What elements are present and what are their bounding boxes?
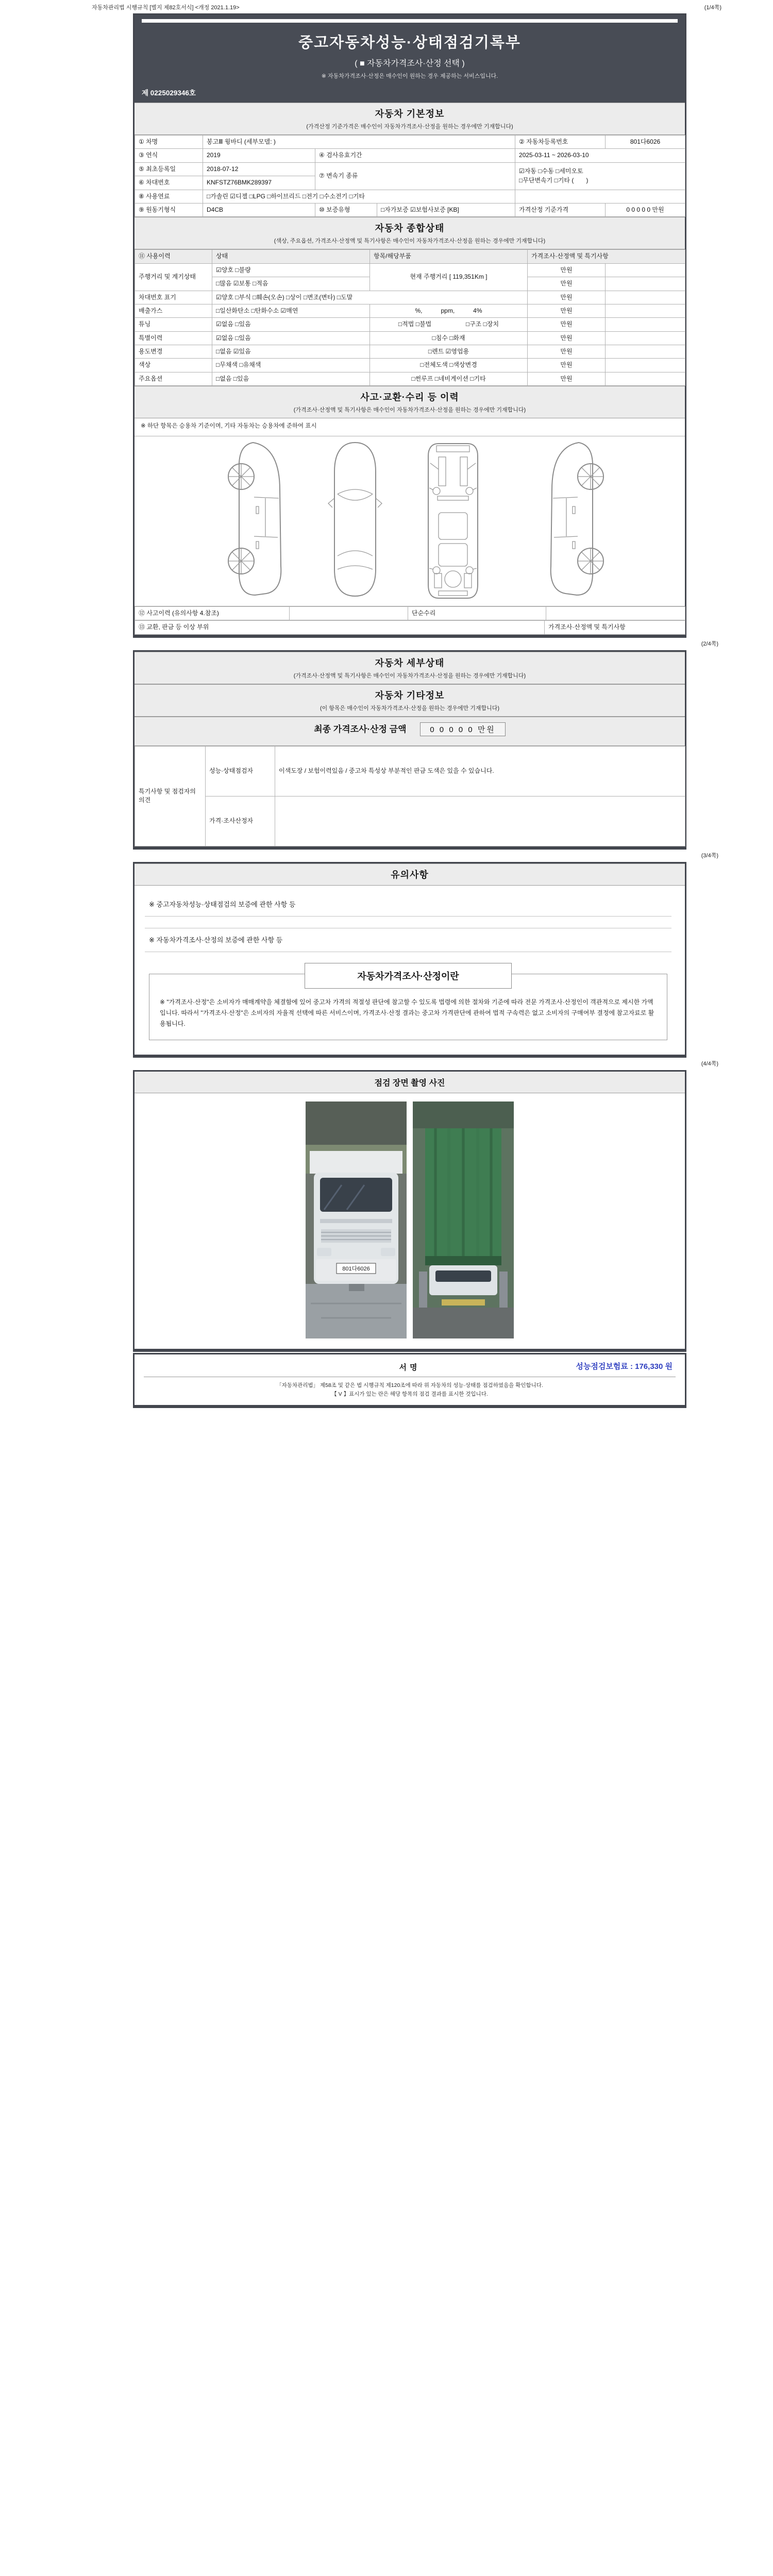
summary-note-blank [606,291,685,304]
notice-body [135,886,685,1055]
notice-header [135,863,685,886]
summary-header-cell: 가격조사·산정액 및 특기사항 [528,250,685,263]
checkbox-option[interactable]: □도말 [337,293,353,301]
checkbox-option[interactable]: □있음 [235,320,251,328]
signature-notes [144,1381,676,1399]
opinion-row1-text: 이색도장 / 보험이력있음 / 중고차 특성상 부분적인 판금 도색은 있을 수 있습니다. [275,746,685,796]
model-year-value: 2019 [203,149,315,162]
engine-type-value: D4CB [203,203,315,216]
notice-title: 유의사항 [391,869,429,880]
checkbox-option[interactable]: □네비게이션 [434,375,468,382]
summary-row-label: 차대번호 표기 [135,291,212,304]
summary-price: 만원 [528,291,606,304]
signature-box [133,1353,686,1409]
overall-condition-table [135,249,685,386]
summary-status [212,318,370,331]
price-survey-select: ( ■ 자동차가격조사·산정 선택 ) [355,59,465,68]
summary-subtitle: (색상, 주요옵션, 가격조사·산정액 및 특기사항은 매수인이 자동차가격조사·산정을 원하는 경우에만 기재합니다) [274,238,546,245]
diagram-underbody-view [428,444,478,598]
inspection-insurance-fee: 성능점검보험료 : 176,330 원 [576,1362,673,1371]
diagram-top-view [328,443,382,596]
page2-box [133,650,686,850]
accident-history-row [135,606,685,620]
checkbox-option[interactable]: □장치 [483,320,499,328]
exchange-price-header: 가격조사·산정액 및 특기사항 [545,621,685,634]
checkbox-option[interactable]: □훼손(오손) [253,293,284,301]
text-token: [KB] [447,206,459,213]
checkbox-option[interactable]: ☑보험사보증 [410,206,446,213]
summary-header-cell: 상태 [212,250,370,263]
reg-no-value: 801다6026 [606,135,685,149]
detail-subtitle: (가격조사·산정액 및 특기사항은 매수인이 자동차가격조사·산정을 원하는 경우에만 기재합니다) [293,672,526,679]
checkbox-option[interactable]: □침수 [432,334,448,342]
photos-title: 점검 장면 촬영 사진 [135,1072,685,1093]
signature-row [144,1360,676,1377]
checkbox-option[interactable]: □LPG [249,192,265,200]
summary-row-label: 주요옵션 [135,372,212,385]
checkbox-option[interactable]: □기타 [554,176,570,184]
inspection-period-value: 2025-03-11 ~ 2026-03-10 [515,149,685,162]
summary-row [135,318,685,331]
etc-section-header [135,684,685,717]
car-diagram-svg [135,438,685,601]
form-regulation-note: 자동차관리법 시행규칙 [별지 제82호서식] <개정 2021.1.19> [92,5,240,11]
summary-price: 만원 [528,263,606,277]
summary-status [212,359,370,372]
engine-type-label: ⑨ 원동기형식 [135,203,203,216]
price-survey-definition-title: 자동차가격조사·산정이란 [305,963,512,989]
final-price-amount: 0 0 0 0 0 만원 [420,722,506,736]
title-header [135,15,685,103]
checkbox-option[interactable]: □없음 [216,348,232,355]
summary-item: %, ppm, 4% [370,304,528,317]
summary-header-cell: 항목/해당부품 [370,250,528,263]
transmission-options-line2 [519,176,681,185]
summary-status [212,331,370,345]
checkbox-option[interactable]: □탄화수소 [251,307,279,314]
document-body [133,13,718,1408]
car-name-label: ① 차명 [135,135,203,149]
summary-row [135,291,685,304]
price-survey-definition-text: ※ "가격조사·산정"은 소비자가 매매계약을 체결함에 있어 중고차 가격의 적절성 판단에 참고할 수 있도록 법령에 의한 절차와 기준에 따라 전문 가격조사·산정인이 객관적으로 제시한 가액입니다. 따라서 "가격조사·산정"은 소비자의 자율적 선택에 따른 서비스이며, 가격조사·산정 결과는 중고차 가격판단에 관하여 법적 구속력은 없고 소비자의 구매여부 결정에 참고자료로 활용됩니다. [160,998,654,1027]
summary-row-label: 특별이력 [135,331,212,345]
photo-license-plate: 801다6026 [342,1265,370,1272]
summary-status [212,263,370,277]
checkbox-option[interactable]: ☑매연 [280,307,298,314]
checkbox-option[interactable]: ☑있음 [233,348,251,355]
checkbox-option[interactable]: □전기 [302,192,318,200]
fuel-label: ⑧ 사용연료 [135,190,203,203]
vin-label: ⑥ 차대번호 [135,176,203,190]
accident-legend [135,418,685,436]
price-survey-definition-box [149,971,667,1040]
inspection-period-label: ④ 검사유효기간 [315,149,515,162]
detail-title: 자동차 세부상태 [375,657,445,668]
accident-note2: ※ 하단 항목은 승용차 기준이며, 기타 자동차는 승용차에 준하여 표시 [141,423,317,430]
summary-title: 자동차 종합상태 [375,223,445,234]
text-token [433,320,464,328]
checkbox-option[interactable]: □썬루프 [411,375,433,382]
basic-info-section-header [135,103,685,135]
checkbox-option[interactable]: □가솔린 [207,192,229,200]
checkbox-option[interactable]: □불량 [235,266,251,274]
page-indicator-2: (2/4쪽) [701,640,718,647]
summary-note-blank [606,331,685,345]
checkbox-option[interactable]: □전체도색 [420,361,448,369]
basic-info-table [135,135,685,217]
transmission-options [515,162,685,190]
checkbox-option[interactable]: □자가보증 [381,206,409,213]
accident-subtitle: (가격조사·산정액 및 특기사항은 매수인이 자동차가격조사·산정을 원하는 경우에만 기재합니다) [293,407,526,414]
detail-section-header [135,652,685,684]
checkbox-option[interactable]: □수소전기 [320,192,348,200]
summary-row [135,331,685,345]
notice-sec1-head: ※ 중고자동차성능·상태점검의 보증에 관한 사항 등 [145,893,671,917]
opinion-label: 특기사항 및 점검자의 의견 [135,746,206,846]
fuel-options [203,190,515,203]
checkbox-option[interactable]: □일산화탄소 [216,307,250,314]
summary-price: 만원 [528,372,606,385]
first-reg-label: ⑤ 최초등록일 [135,162,203,176]
etc-title: 자동차 기타정보 [375,690,445,701]
checkbox-option[interactable]: □기타 [349,192,365,200]
inspector-opinion-table [135,746,685,846]
first-reg-value: 2018-07-12 [203,162,315,176]
car-name-value: 봉고Ⅲ 윙바디 (세부모델: ) [203,135,515,149]
summary-section-header [135,217,685,249]
checkbox-option[interactable]: ☑보통 [233,280,251,287]
warranty-type-label: ⑩ 보증유형 [315,203,377,216]
summary-price: 만원 [528,359,606,372]
checkbox-option[interactable]: □적법 [398,320,414,328]
checkbox-option[interactable]: □세미오토 [556,167,583,175]
summary-item: 현재 주행거리 [ 119,351Km ] [370,263,528,291]
summary-note-blank [606,318,685,331]
vin-value: KNFSTZ76BMK289397 [203,176,315,190]
summary-note-blank [606,359,685,372]
summary-row [135,263,685,277]
checkbox-option[interactable]: □있음 [235,334,251,342]
checkbox-option[interactable]: □많음 [216,280,232,287]
exchange-parts-label: ⑬ 교환, 판금 등 이상 부위 [135,621,545,634]
accident-history-label: ⑫ 사고이력 (유의사항 4.참조) [135,606,290,620]
base-price-value: 0 0 0 0 0 만원 [606,203,685,216]
opinion-row2-who: 가격·조사산정자 [206,796,275,846]
notice-sec2-head: ※ 자동차가격조사·산정의 보증에 관한 사항 등 [145,928,671,952]
checkbox-option[interactable]: □렌트 [428,348,444,355]
checkbox-option[interactable]: □적음 [253,280,268,287]
checkbox-option[interactable]: □무채색 [216,361,238,369]
accident-history-status [290,606,408,620]
diagram-right-side-view [551,443,603,595]
summary-item [370,318,528,331]
summary-status [212,304,370,317]
car-damage-diagram [135,436,685,606]
form-note-line [92,3,721,11]
base-price-label: 가격산정 기준가격 [515,203,606,216]
summary-note-blank [606,345,685,359]
checkbox-option[interactable]: □화재 [449,334,465,342]
signature-note1: 「자동차관리법」 제58조 및 같은 법 시행규칙 제120조에 따라 위 자동차의 성능·상태를 점검하였음을 확인합니다. [276,1382,543,1388]
price-survey-note: ※ 자동차가격조사·산정은 매수인이 원하는 경우 제공하는 서비스입니다. [321,73,498,79]
header-stripe [142,19,678,23]
checkbox-option[interactable]: ☑영업용 [445,348,469,355]
checkbox-option[interactable]: ☑자동 [519,167,536,175]
summary-price: 만원 [528,345,606,359]
notice-box [133,862,686,1058]
summary-row-label: 배출가스 [135,304,212,317]
summary-row-label: 튜닝 [135,318,212,331]
basic-info-title: 자동차 기본정보 [375,109,445,119]
summary-note-blank [606,304,685,317]
accident-section-header [135,386,685,418]
summary-header-row [135,250,685,263]
summary-row [135,304,685,317]
checkbox-option[interactable]: □하이브리드 [267,192,301,200]
checkbox-option[interactable]: ☑양호 [216,293,233,301]
checkbox-option[interactable]: ☑없음 [216,320,233,328]
transmission-options-line1 [519,167,681,176]
summary-note-blank [606,372,685,385]
checkbox-option[interactable]: □없음 [216,375,232,382]
page1-box [133,13,686,638]
checkbox-option[interactable]: ☑없음 [216,334,233,342]
summary-item [370,345,528,359]
photos-box [133,1070,686,1352]
summary-note-blank [606,277,685,291]
summary-item [370,372,528,385]
summary-status [212,277,370,291]
summary-header-cell: ⑪ 사용이력 [135,250,212,263]
checkbox-option[interactable]: ☑양호 [216,266,233,274]
summary-row-label: 용도변경 [135,345,212,359]
accident-title: 사고·교환·수리 등 이력 [360,392,459,403]
transmission-label: ⑦ 변속기 종류 [315,162,515,190]
checkbox-option[interactable]: □상이 [286,293,302,301]
summary-price: 만원 [528,331,606,345]
checkbox-option[interactable]: □수동 [538,167,554,175]
summary-item [370,331,528,345]
text-token: ( ) [572,176,589,184]
warranty-options [377,203,515,216]
photo-front-view [306,1101,407,1338]
summary-status [212,291,528,304]
document-number: 제 0225029346호 [142,89,196,97]
checkbox-option[interactable]: □변조(변타) [303,293,335,301]
final-price-block [135,717,685,746]
checkbox-option[interactable]: □부식 [235,293,251,301]
diagram-left-side-view [228,443,281,595]
fuel-empty-cell [515,190,685,203]
page-indicator-4: (4/4쪽) [701,1060,718,1067]
summary-row [135,359,685,372]
simple-repair-label: 단순수리 [408,606,546,620]
final-price-label: 최종 가격조사·산정 금액 [314,724,407,734]
basic-info-subtitle: (가격산정 기준가격은 매수인이 자동차가격조사·산정을 원하는 경우에만 기재합니다) [306,124,513,130]
simple-repair-status [546,606,685,620]
signature-note2: 【 V 】표시가 있는 란은 해당 항목의 점검 결과를 표시한 것입니다. [331,1391,488,1397]
checkbox-option[interactable]: □구조 [465,320,482,328]
summary-row [135,345,685,359]
summary-status [212,372,370,385]
summary-row-label: 주행거리 및 계기상태 [135,263,212,291]
exchange-header-row [135,620,685,634]
reg-no-label: ② 자동차등록번호 [515,135,606,149]
model-year-label: ③ 연식 [135,149,203,162]
summary-price: 만원 [528,277,606,291]
checkbox-option[interactable]: □무단변속기 [519,176,553,184]
signature-title: 서명 [399,1363,421,1372]
opinion-row1-who: 성능·상태점검자 [206,746,275,796]
summary-price: 만원 [528,318,606,331]
photos-wrap [135,1093,685,1349]
checkbox-option[interactable]: □유채색 [239,361,261,369]
summary-status [212,345,370,359]
page-indicator-1: (1/4쪽) [704,5,721,11]
summary-price: 만원 [528,304,606,317]
summary-item [370,359,528,372]
page-indicator-3: (3/4쪽) [701,852,718,859]
checkbox-option[interactable]: □불법 [415,320,432,328]
etc-subtitle: (이 항목은 매수인이 자동차가격조사·산정을 원하는 경우에만 기재합니다) [320,705,500,711]
document-title: 중고자동차성능·상태점검기록부 [298,35,521,51]
opinion-row2-text [275,796,685,846]
checkbox-option[interactable]: □있음 [233,375,249,382]
photo-underbody-view [413,1101,514,1338]
checkbox-option[interactable]: □기타 [470,375,486,382]
checkbox-option[interactable]: ☑디젤 [230,192,248,200]
summary-row-label: 색상 [135,359,212,372]
summary-row [135,372,685,385]
summary-note-blank [606,263,685,277]
checkbox-option[interactable]: □색상변경 [449,361,477,369]
